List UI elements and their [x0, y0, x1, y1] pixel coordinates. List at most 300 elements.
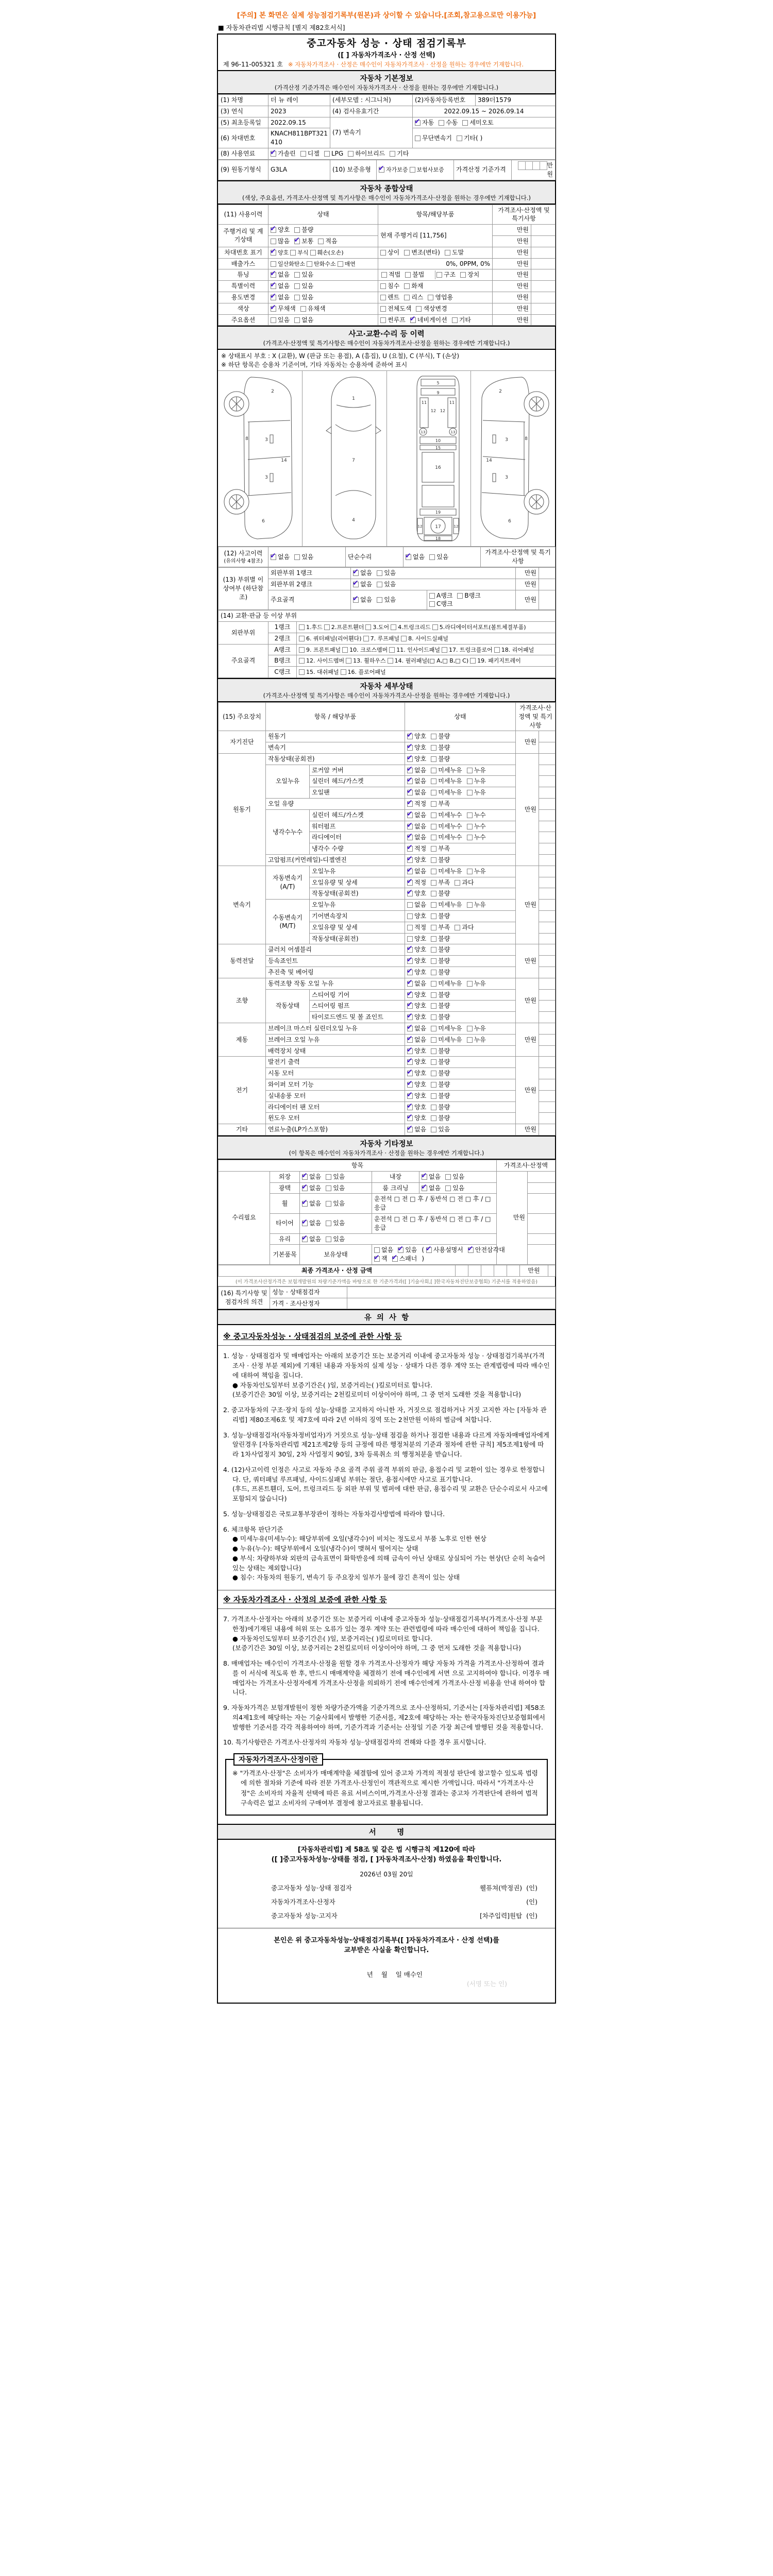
option-checked[interactable]: [407, 856, 426, 865]
option-unchecked[interactable]: [294, 293, 313, 302]
checkbox-checked-icon[interactable]: [407, 1059, 413, 1064]
option-unchecked[interactable]: [431, 912, 450, 921]
option-unchecked[interactable]: [431, 788, 462, 797]
option-checked[interactable]: [302, 1199, 321, 1208]
option-unchecked[interactable]: [494, 646, 534, 654]
option-unchecked[interactable]: [428, 293, 453, 302]
checkbox-icon[interactable]: [310, 249, 316, 255]
checkbox-checked-icon[interactable]: [302, 1220, 308, 1226]
checkbox-icon[interactable]: [470, 657, 476, 663]
option-checked[interactable]: [271, 293, 290, 302]
checkbox-icon[interactable]: [431, 812, 437, 818]
option-unchecked[interactable]: [407, 923, 426, 932]
checkbox-icon[interactable]: [431, 744, 437, 750]
option-checked[interactable]: [407, 1058, 426, 1066]
checkbox-icon[interactable]: [431, 924, 437, 930]
checkbox-checked-icon[interactable]: [302, 1236, 308, 1242]
checkbox-checked-icon[interactable]: [407, 879, 413, 885]
checkbox-icon[interactable]: [307, 261, 313, 266]
checkbox-checked-icon[interactable]: [407, 744, 413, 750]
checkbox-icon[interactable]: [299, 647, 305, 652]
checkbox-icon[interactable]: [389, 647, 395, 652]
checkbox-icon[interactable]: [431, 1014, 437, 1020]
option-checked[interactable]: [271, 149, 296, 158]
option-checked[interactable]: [353, 580, 372, 589]
checkbox-icon[interactable]: [342, 647, 348, 652]
checkbox-checked-icon[interactable]: [271, 554, 277, 560]
checkbox-icon[interactable]: [431, 1115, 437, 1121]
option-checked[interactable]: [407, 1092, 426, 1100]
option-checked[interactable]: [407, 1002, 426, 1010]
option-unchecked[interactable]: [432, 623, 526, 631]
checkbox-checked-icon[interactable]: [407, 969, 413, 975]
checkbox-icon[interactable]: [431, 958, 437, 963]
option-unchecked[interactable]: [467, 822, 486, 831]
option-checked[interactable]: [407, 833, 426, 842]
checkbox-checked-icon[interactable]: [407, 767, 413, 773]
checkbox-icon[interactable]: [405, 272, 411, 277]
option-checked[interactable]: [407, 800, 426, 808]
option-unchecked[interactable]: [442, 646, 493, 654]
option-unchecked[interactable]: [445, 248, 464, 257]
option-unchecked[interactable]: [431, 889, 450, 898]
checkbox-checked-icon[interactable]: [407, 1048, 413, 1054]
option-unchecked[interactable]: [271, 260, 305, 268]
option-checked[interactable]: [407, 1047, 426, 1056]
checkbox-checked-icon[interactable]: [407, 1025, 413, 1031]
option-checked[interactable]: [353, 569, 372, 578]
option-checked[interactable]: [407, 945, 426, 954]
checkbox-icon[interactable]: [271, 317, 277, 323]
option-unchecked[interactable]: [431, 878, 450, 887]
checkbox-checked-icon[interactable]: [407, 1003, 413, 1008]
checkbox-checked-icon[interactable]: [407, 890, 413, 896]
checkbox-icon[interactable]: [431, 1059, 437, 1064]
option-unchecked[interactable]: [363, 635, 400, 642]
option-checked[interactable]: [407, 1103, 426, 1112]
checkbox-checked-icon[interactable]: [407, 1126, 413, 1132]
checkbox-checked-icon[interactable]: [407, 812, 413, 818]
checkbox-icon[interactable]: [407, 924, 413, 930]
checkbox-icon[interactable]: [300, 150, 307, 156]
option-unchecked[interactable]: [431, 743, 450, 752]
option-unchecked[interactable]: [457, 591, 480, 600]
checkbox-icon[interactable]: [338, 261, 344, 266]
checkbox-icon[interactable]: [299, 624, 305, 630]
option-unchecked[interactable]: [467, 979, 486, 988]
checkbox-icon[interactable]: [407, 913, 413, 919]
option-checked[interactable]: [407, 957, 426, 965]
option-unchecked[interactable]: [431, 844, 450, 853]
option-unchecked[interactable]: [377, 596, 396, 604]
option-checked[interactable]: [302, 1173, 321, 1181]
checkbox-checked-icon[interactable]: [294, 238, 300, 244]
option-unchecked[interactable]: [294, 553, 313, 562]
option-unchecked[interactable]: [445, 1173, 464, 1181]
option-unchecked[interactable]: [390, 149, 409, 158]
checkbox-icon[interactable]: [290, 249, 296, 255]
option-unchecked[interactable]: [290, 249, 308, 257]
checkbox-icon[interactable]: [294, 227, 300, 232]
option-unchecked[interactable]: [467, 867, 486, 876]
checkbox-icon[interactable]: [467, 767, 473, 773]
checkbox-icon[interactable]: [407, 936, 413, 941]
checkbox-icon[interactable]: [294, 554, 300, 560]
option-checked[interactable]: [426, 1246, 463, 1255]
option-unchecked[interactable]: [431, 935, 450, 943]
checkbox-icon[interactable]: [431, 857, 437, 862]
checkbox-icon[interactable]: [431, 913, 437, 919]
option-checked[interactable]: [407, 811, 426, 820]
checkbox-icon[interactable]: [380, 317, 386, 323]
checkbox-icon[interactable]: [467, 868, 473, 874]
checkbox-checked-icon[interactable]: [422, 1185, 428, 1191]
option-unchecked[interactable]: [467, 1024, 486, 1033]
checkbox-icon[interactable]: [431, 969, 437, 975]
checkbox-checked-icon[interactable]: [407, 958, 413, 963]
option-checked[interactable]: [407, 991, 426, 999]
checkbox-icon[interactable]: [431, 834, 437, 840]
option-unchecked[interactable]: [431, 732, 450, 741]
option-checked[interactable]: [407, 822, 426, 831]
checkbox-checked-icon[interactable]: [302, 1200, 308, 1206]
option-checked[interactable]: [407, 968, 426, 977]
option-checked[interactable]: [407, 788, 426, 797]
option-checked[interactable]: [407, 732, 426, 741]
option-unchecked[interactable]: [326, 1184, 345, 1193]
checkbox-icon[interactable]: [431, 1037, 437, 1042]
option-checked[interactable]: [407, 766, 426, 775]
option-checked[interactable]: [379, 166, 408, 174]
option-unchecked[interactable]: [326, 1219, 345, 1228]
checkbox-icon[interactable]: [445, 1185, 451, 1191]
option-unchecked[interactable]: [326, 1173, 345, 1181]
option-checked[interactable]: [302, 1184, 321, 1193]
checkbox-icon[interactable]: [431, 946, 437, 952]
checkbox-icon[interactable]: [431, 756, 437, 761]
option-unchecked[interactable]: [391, 623, 431, 631]
option-unchecked[interactable]: [431, 1013, 450, 1022]
checkbox-icon[interactable]: [431, 1104, 437, 1110]
option-checked[interactable]: [271, 270, 290, 279]
option-unchecked[interactable]: [431, 968, 450, 977]
option-unchecked[interactable]: [467, 901, 486, 909]
option-unchecked[interactable]: [431, 945, 450, 954]
option-unchecked[interactable]: [431, 1058, 450, 1066]
option-unchecked[interactable]: [431, 1024, 462, 1033]
checkbox-icon[interactable]: [429, 601, 435, 606]
checkbox-icon[interactable]: [429, 554, 435, 560]
option-unchecked[interactable]: [431, 1080, 450, 1089]
checkbox-checked-icon[interactable]: [407, 980, 413, 986]
option-unchecked[interactable]: [271, 237, 290, 246]
checkbox-icon[interactable]: [467, 980, 473, 986]
checkbox-checked-icon[interactable]: [407, 1115, 413, 1121]
checkbox-checked-icon[interactable]: [406, 554, 412, 560]
checkbox-icon[interactable]: [431, 980, 437, 986]
checkbox-checked-icon[interactable]: [415, 120, 421, 125]
checkbox-icon[interactable]: [494, 647, 500, 652]
checkbox-checked-icon[interactable]: [407, 857, 413, 862]
checkbox-icon[interactable]: [348, 150, 354, 156]
checkbox-icon[interactable]: [431, 823, 437, 829]
checkbox-icon[interactable]: [271, 261, 277, 266]
checkbox-icon[interactable]: [431, 992, 437, 997]
option-unchecked[interactable]: [431, 755, 450, 764]
option-unchecked[interactable]: [407, 901, 426, 909]
option-unchecked[interactable]: [467, 833, 486, 842]
option-unchecked[interactable]: [299, 668, 339, 676]
option-unchecked[interactable]: [326, 1199, 345, 1208]
checkbox-icon[interactable]: [431, 1003, 437, 1008]
checkbox-icon[interactable]: [457, 592, 463, 598]
option-unchecked[interactable]: [457, 134, 482, 143]
checkbox-icon[interactable]: [467, 789, 473, 795]
checkbox-icon[interactable]: [467, 812, 473, 818]
checkbox-icon[interactable]: [318, 238, 324, 244]
checkbox-icon[interactable]: [299, 657, 305, 663]
checkbox-checked-icon[interactable]: [468, 1247, 474, 1252]
checkbox-icon[interactable]: [431, 789, 437, 795]
option-unchecked[interactable]: [318, 237, 337, 246]
checkbox-checked-icon[interactable]: [271, 306, 277, 311]
checkbox-icon[interactable]: [467, 902, 473, 907]
option-unchecked[interactable]: [452, 316, 471, 325]
checkbox-icon[interactable]: [445, 1174, 451, 1179]
checkbox-checked-icon[interactable]: [407, 1014, 413, 1020]
option-unchecked[interactable]: [431, 1069, 450, 1078]
option-unchecked[interactable]: [294, 282, 313, 291]
checkbox-icon[interactable]: [410, 166, 416, 172]
checkbox-icon[interactable]: [346, 657, 352, 663]
checkbox-checked-icon[interactable]: [353, 570, 359, 575]
option-checked[interactable]: [407, 1080, 426, 1089]
checkbox-checked-icon[interactable]: [392, 1256, 398, 1261]
checkbox-icon[interactable]: [407, 902, 413, 907]
checkbox-icon[interactable]: [326, 1236, 332, 1242]
checkbox-checked-icon[interactable]: [271, 150, 277, 156]
option-unchecked[interactable]: [326, 1235, 345, 1244]
option-unchecked[interactable]: [380, 293, 399, 302]
checkbox-checked-icon[interactable]: [407, 789, 413, 795]
option-unchecked[interactable]: [401, 635, 448, 642]
checkbox-icon[interactable]: [377, 570, 383, 575]
option-unchecked[interactable]: [299, 657, 344, 665]
option-unchecked[interactable]: [300, 304, 326, 313]
option-unchecked[interactable]: [431, 766, 462, 775]
option-unchecked[interactable]: [431, 901, 462, 909]
checkbox-icon[interactable]: [467, 778, 473, 784]
checkbox-checked-icon[interactable]: [271, 249, 277, 255]
checkbox-icon[interactable]: [431, 845, 437, 851]
checkbox-icon[interactable]: [467, 1025, 473, 1031]
checkbox-icon[interactable]: [404, 283, 410, 289]
option-unchecked[interactable]: [407, 935, 426, 943]
checkbox-icon[interactable]: [380, 294, 386, 300]
checkbox-checked-icon[interactable]: [398, 1247, 404, 1252]
option-unchecked[interactable]: [341, 668, 386, 676]
checkbox-checked-icon[interactable]: [407, 845, 413, 851]
option-unchecked[interactable]: [271, 316, 290, 325]
option-unchecked[interactable]: [310, 249, 344, 257]
checkbox-icon[interactable]: [415, 135, 421, 141]
option-checked[interactable]: [407, 1125, 426, 1134]
option-unchecked[interactable]: [431, 979, 462, 988]
checkbox-icon[interactable]: [460, 272, 466, 277]
checkbox-icon[interactable]: [452, 317, 458, 323]
checkbox-icon[interactable]: [431, 902, 437, 907]
option-unchecked[interactable]: [365, 623, 389, 631]
checkbox-icon[interactable]: [431, 778, 437, 784]
checkbox-icon[interactable]: [299, 635, 305, 641]
checkbox-icon[interactable]: [467, 834, 473, 840]
checkbox-icon[interactable]: [431, 801, 437, 806]
option-unchecked[interactable]: [431, 777, 462, 786]
checkbox-icon[interactable]: [363, 635, 369, 641]
option-checked[interactable]: [422, 1173, 441, 1181]
checkbox-checked-icon[interactable]: [407, 756, 413, 761]
checkbox-icon[interactable]: [432, 624, 439, 630]
checkbox-checked-icon[interactable]: [407, 992, 413, 997]
option-unchecked[interactable]: [381, 270, 400, 279]
checkbox-icon[interactable]: [374, 1247, 380, 1252]
checkbox-icon[interactable]: [462, 120, 468, 125]
checkbox-checked-icon[interactable]: [353, 597, 359, 602]
option-unchecked[interactable]: [431, 1092, 450, 1100]
checkbox-checked-icon[interactable]: [379, 166, 385, 172]
option-checked[interactable]: [407, 777, 426, 786]
option-unchecked[interactable]: [445, 1184, 464, 1193]
option-unchecked[interactable]: [294, 270, 313, 279]
option-unchecked[interactable]: [439, 118, 458, 127]
checkbox-icon[interactable]: [431, 890, 437, 896]
option-unchecked[interactable]: [467, 766, 486, 775]
option-unchecked[interactable]: [404, 248, 440, 257]
option-unchecked[interactable]: [429, 600, 453, 608]
option-unchecked[interactable]: [416, 304, 447, 313]
checkbox-checked-icon[interactable]: [410, 317, 416, 323]
option-checked[interactable]: [271, 226, 290, 234]
option-checked[interactable]: [407, 743, 426, 752]
checkbox-icon[interactable]: [467, 823, 473, 829]
option-unchecked[interactable]: [324, 623, 364, 631]
option-unchecked[interactable]: [405, 270, 424, 279]
option-unchecked[interactable]: [324, 149, 343, 158]
option-unchecked[interactable]: [338, 260, 356, 268]
option-unchecked[interactable]: [377, 580, 396, 589]
checkbox-icon[interactable]: [271, 238, 277, 244]
option-unchecked[interactable]: [431, 1103, 450, 1112]
checkbox-icon[interactable]: [300, 306, 307, 311]
checkbox-checked-icon[interactable]: [407, 733, 413, 739]
checkbox-icon[interactable]: [429, 592, 435, 598]
option-unchecked[interactable]: [431, 1002, 450, 1010]
option-checked[interactable]: [407, 867, 426, 876]
checkbox-icon[interactable]: [326, 1185, 332, 1191]
checkbox-icon[interactable]: [388, 657, 394, 663]
checkbox-icon[interactable]: [390, 150, 396, 156]
option-unchecked[interactable]: [299, 623, 323, 631]
checkbox-icon[interactable]: [380, 306, 386, 311]
checkbox-icon[interactable]: [365, 624, 372, 630]
checkbox-icon[interactable]: [326, 1200, 332, 1206]
checkbox-icon[interactable]: [324, 624, 330, 630]
checkbox-icon[interactable]: [431, 936, 437, 941]
checkbox-icon[interactable]: [431, 1070, 437, 1076]
checkbox-checked-icon[interactable]: [271, 294, 277, 300]
option-unchecked[interactable]: [389, 646, 440, 654]
checkbox-icon[interactable]: [324, 150, 330, 156]
option-checked[interactable]: [271, 282, 290, 291]
option-checked[interactable]: [407, 878, 426, 887]
checkbox-icon[interactable]: [294, 272, 300, 277]
checkbox-checked-icon[interactable]: [422, 1174, 428, 1179]
checkbox-checked-icon[interactable]: [426, 1247, 432, 1252]
checkbox-checked-icon[interactable]: [271, 227, 277, 232]
option-unchecked[interactable]: [431, 856, 450, 865]
option-unchecked[interactable]: [431, 1036, 462, 1044]
checkbox-checked-icon[interactable]: [407, 1070, 413, 1076]
option-checked[interactable]: [407, 1069, 426, 1078]
checkbox-icon[interactable]: [377, 581, 383, 587]
checkbox-icon[interactable]: [404, 249, 410, 255]
checkbox-checked-icon[interactable]: [407, 1093, 413, 1098]
checkbox-icon[interactable]: [457, 135, 463, 141]
checkbox-icon[interactable]: [467, 1037, 473, 1042]
option-checked[interactable]: [398, 1246, 417, 1255]
checkbox-icon[interactable]: [380, 283, 386, 289]
option-checked[interactable]: [271, 249, 289, 257]
option-unchecked[interactable]: [431, 1114, 450, 1123]
checkbox-icon[interactable]: [341, 669, 347, 674]
option-unchecked[interactable]: [388, 657, 469, 665]
checkbox-checked-icon[interactable]: [353, 581, 359, 587]
option-unchecked[interactable]: [429, 591, 452, 600]
checkbox-icon[interactable]: [294, 294, 300, 300]
option-unchecked[interactable]: [307, 260, 336, 268]
option-unchecked[interactable]: [431, 822, 462, 831]
option-unchecked[interactable]: [467, 811, 486, 820]
checkbox-icon[interactable]: [431, 1048, 437, 1054]
option-checked[interactable]: [422, 1184, 441, 1193]
option-unchecked[interactable]: [299, 646, 341, 654]
option-unchecked[interactable]: [431, 991, 450, 999]
option-unchecked[interactable]: [380, 316, 406, 325]
option-unchecked[interactable]: [467, 1036, 486, 1044]
option-unchecked[interactable]: [431, 957, 450, 965]
option-unchecked[interactable]: [299, 635, 362, 642]
checkbox-icon[interactable]: [436, 272, 443, 277]
option-unchecked[interactable]: [467, 777, 486, 786]
checkbox-checked-icon[interactable]: [374, 1256, 380, 1261]
option-unchecked[interactable]: [380, 282, 399, 291]
option-unchecked[interactable]: [348, 149, 385, 158]
checkbox-icon[interactable]: [381, 272, 388, 277]
option-checked[interactable]: [407, 979, 426, 988]
option-unchecked[interactable]: [377, 569, 396, 578]
checkbox-checked-icon[interactable]: [302, 1185, 308, 1191]
option-unchecked[interactable]: [431, 811, 462, 820]
checkbox-checked-icon[interactable]: [407, 1081, 413, 1087]
checkbox-icon[interactable]: [431, 733, 437, 739]
checkbox-icon[interactable]: [431, 868, 437, 874]
option-unchecked[interactable]: [380, 248, 399, 257]
checkbox-checked-icon[interactable]: [271, 283, 277, 289]
option-checked[interactable]: [407, 755, 426, 764]
checkbox-icon[interactable]: [404, 294, 410, 300]
option-unchecked[interactable]: [455, 923, 474, 932]
option-unchecked[interactable]: [404, 293, 423, 302]
